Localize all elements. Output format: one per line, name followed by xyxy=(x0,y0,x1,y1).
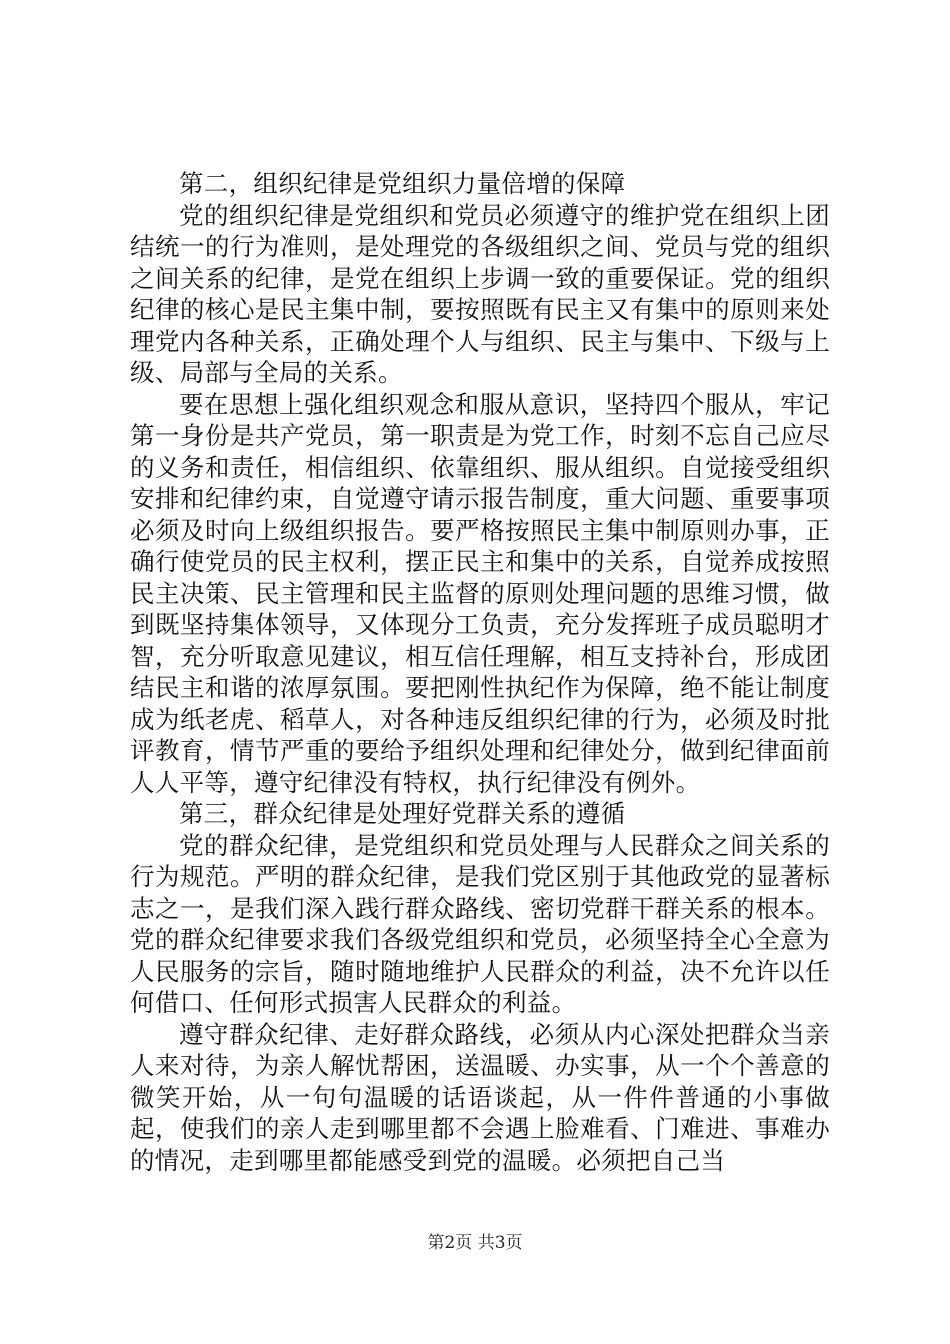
document-body xyxy=(130,168,830,1176)
section-heading-mass-discipline: 第三，群众纪律是处理好党群关系的遵循 xyxy=(179,799,626,828)
paragraph: 要在思想上强化组织观念和服从意识，坚持四个服从，牢记第一身份是共产党员，第一职责是为党工作，时刻不忘自己应尽的义务和责任，相信组织、依靠组织、服从组织。自觉接受组织安排和纪律约束，自觉遵守请示报告制度，重大问题、重要事项必须及时向上级组织报告。要严格按照民主集中制原则办事，正确行使党员的民主权利，摆正民主和集中的关系，自觉养成按照民主决策、民主管理和民主监督的原则处理问题的思维习惯，做到既坚持集体领导，又体现分工负责，充分发挥班子成员聪明才智，充分听取意见建议，相互信任理解，相互支持补台，形成团结民主和谐的浓厚氛围。要把刚性执纪作为保障，绝不能让制度成为纸老虎、稻草人，对各种违反组织纪律的行为，必须及时批评教育，情节严重的要给予组织处理和纪律处分，做到纪律面前人人平等，遵守纪律没有特权，执行纪律没有例外。 xyxy=(130,389,830,797)
section-heading-organizational-discipline: 第二，组织纪律是党组织力量倍增的保障 xyxy=(179,169,626,198)
paragraph: 党的组织纪律是党组织和党员必须遵守的维护党在组织上团结统一的行为准则，是处理党的各级组织之间、党员与党的组织之间关系的纪律，是党在组织上步调一致的重要保证。党的组织纪律的核心是民主集中制，要按照既有民主又有集中的原则来处理党内各种关系，正确处理个人与组织、民主与集中、下级与上级、局部与全局的关系。 xyxy=(130,200,830,387)
page-number-footer: 第2页 共3页 xyxy=(427,1233,523,1253)
paragraph: 党的群众纪律，是党组织和党员处理与人民群众之间关系的行为规范。严明的群众纪律，是我们党区别于其他政党的显著标志之一，是我们深入践行群众路线、密切党群干群关系的根本。党的群众纪律要求我们各级党组织和党员，必须坚持全心全意为人民服务的宗旨，随时随地维护人民群众的利益，决不允许以任何借口、任何形式损害人民群众的利益。 xyxy=(130,830,830,1017)
paragraph: 遵守群众纪律、走好群众路线，必须从内心深处把群众当亲人来对待，为亲人解忧帮困，送温暖、办实事，从一个个善意的微笑开始，从一句句温暖的话语谈起，从一件件普通的小事做起，使我们的亲人走到哪里都不会遇上脸难看、门难进、事难办的情况，走到哪里都能感受到党的温暖。必须把自己当 xyxy=(130,1019,830,1175)
